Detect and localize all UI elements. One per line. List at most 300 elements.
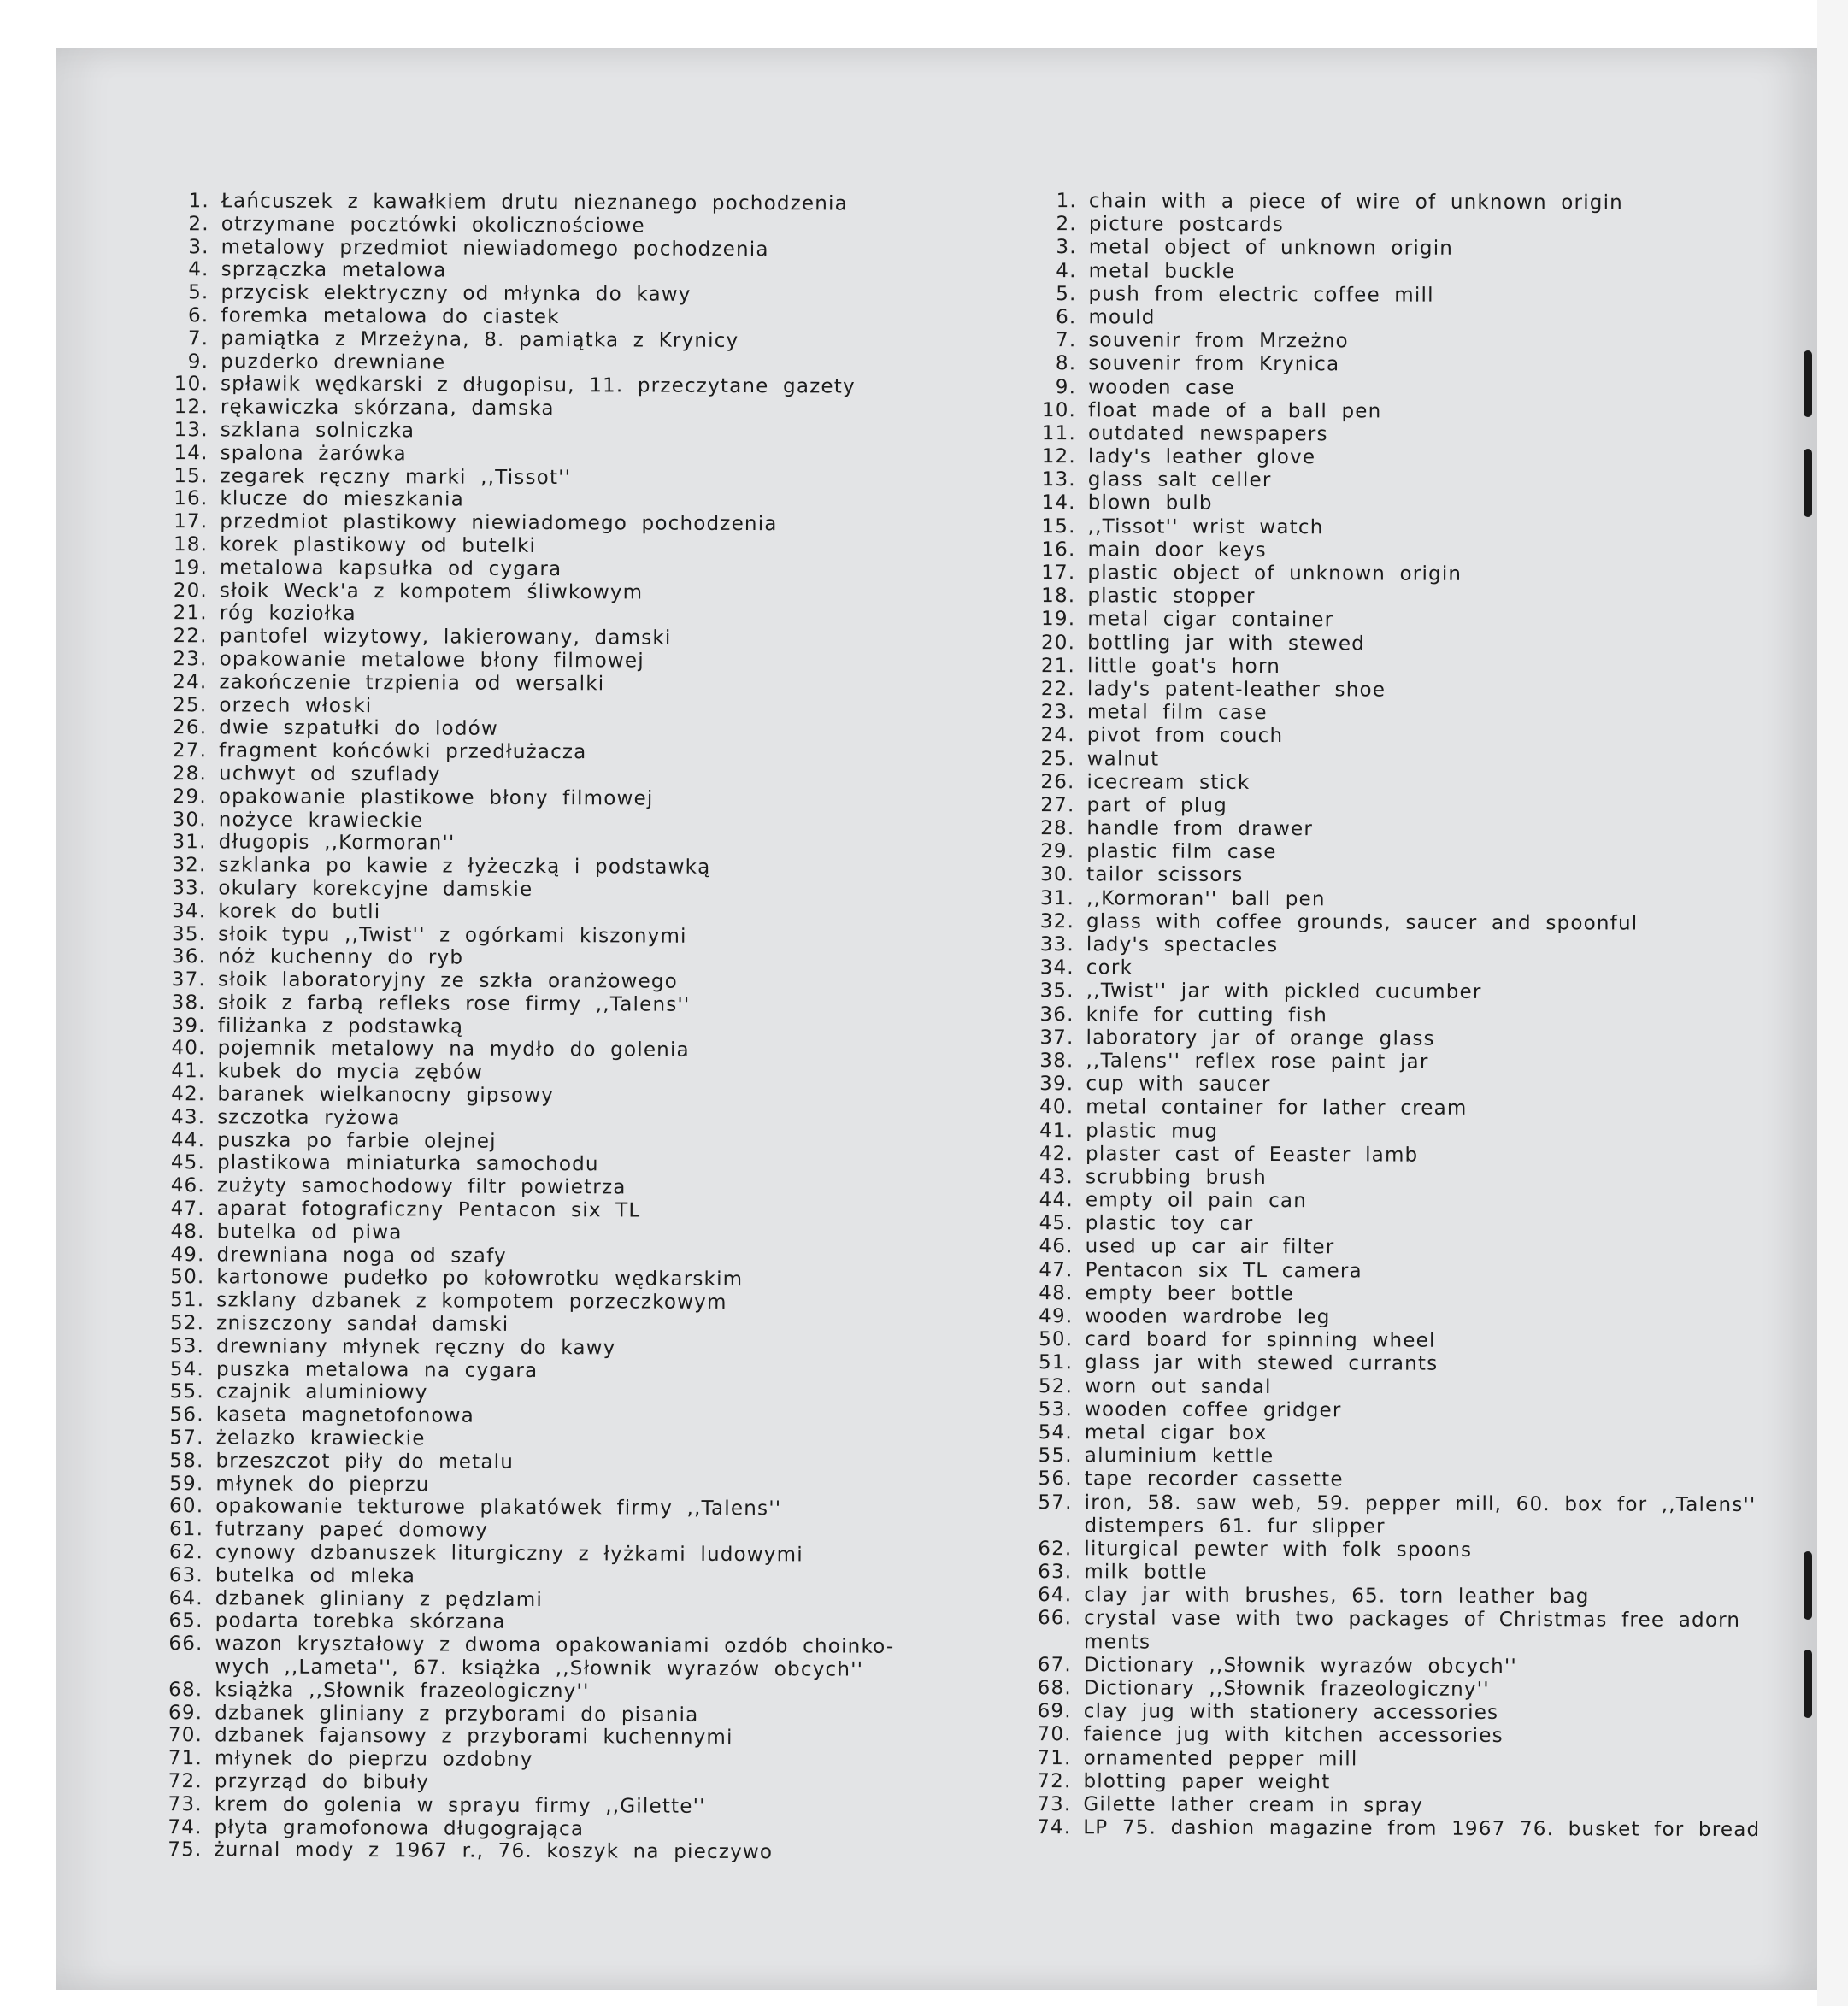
list-item [148,648,934,674]
item-number: 73. [168,1792,203,1816]
list-item [1017,236,1786,262]
item-number: 57. [169,1427,204,1450]
item-number: 25. [173,693,208,716]
list-item [1015,771,1785,797]
item-number: 69. [168,1701,203,1724]
item-text: dzbanek fajansowy z przyborami kuchennymi [215,1724,733,1750]
item-text: lady's patent-leather shoe [1086,678,1386,702]
list-item [1012,1700,1781,1726]
item-text: słoik z farbą refleks rose firmy ,,Talens'' [217,991,691,1016]
item-number: 44. [170,1128,206,1151]
list-item [148,533,934,560]
item-number: 32. [1039,909,1075,933]
item-number: 44. [1039,1189,1074,1212]
item-text: walnut [1086,747,1160,771]
list-item [145,1106,932,1132]
item-text: handle from drawer [1086,817,1314,841]
item-text: fragment końcówki przedłużacza [219,739,587,764]
item-text: knife for cutting fish [1086,1003,1328,1027]
item-text: długopis ,,Kormoran'' [218,831,456,855]
list-item [1015,678,1785,703]
item-number: 64. [1038,1584,1073,1607]
item-text: płyta gramofonowa długogrająca [214,1815,585,1840]
item-text: przyrząd do bibuły [214,1770,430,1794]
item-text: młynek do pieprzu ozdobny [214,1747,533,1772]
list-item [1014,1235,1783,1261]
list-item [1014,1027,1783,1052]
item-text: souvenir from Mrzeżno [1088,329,1349,353]
list-item [144,1266,931,1292]
list-item [149,304,935,331]
item-number: 54. [1038,1421,1073,1444]
list-item [1012,1654,1781,1680]
list-item [147,739,933,766]
item-text: faience jug with kitchen accessories [1083,1723,1504,1748]
item-number: 23. [173,648,208,671]
list-item [1012,1538,1781,1563]
item-number: 62. [168,1541,204,1564]
item-number: 23. [1040,701,1075,724]
list-item [147,762,933,789]
item-number: 37. [171,968,207,991]
list-item [144,1312,931,1338]
list-item [143,1702,929,1728]
item-number: 51. [1038,1351,1074,1374]
list-item [1016,422,1786,448]
list-item [1012,1677,1781,1703]
list-item [1015,933,1784,959]
item-text: part of plug [1086,794,1228,817]
item-text: ,,Tissot'' wrist watch [1087,515,1324,538]
item-number: 45. [1039,1212,1074,1235]
list-item [144,1518,930,1544]
item-text: dzbanek gliniany z pędzlami [215,1586,544,1611]
list-item [1016,399,1786,425]
item-number: 41. [171,1060,206,1083]
list-item [1015,910,1784,936]
item-text: float made of a ball pen [1088,398,1382,423]
item-number: 53. [169,1334,205,1358]
list-item [144,1632,930,1659]
item-number: 52. [1038,1374,1074,1397]
item-text: rękawiczka skórzana, damska [220,396,555,421]
item-text: scrubbing brush [1085,1166,1267,1189]
english-item-list [1011,190,1786,1842]
item-number: 15. [1041,515,1076,538]
item-text: wazon kryształowy z dwoma opakowaniami ozdób choinko- [215,1632,895,1659]
list-item [145,1221,932,1247]
list-item [150,213,936,239]
list-item [1011,1770,1780,1796]
item-number: 21. [173,602,208,625]
item-text: dzbanek gliniany z przyborami do pisania [215,1701,699,1727]
list-item [143,1656,929,1682]
item-text: szklany dzbanek z kompotem porzeczkowym [216,1289,727,1315]
list-item [1016,352,1786,378]
item-number: 2. [188,212,209,236]
item-text: orzech włoski [219,693,373,717]
item-number: 66. [1037,1607,1073,1630]
item-text: słoik Weck'a z kompotem śliwkowym [219,579,644,604]
item-number: 59. [169,1472,204,1495]
list-item [1017,190,1786,215]
item-number: 20. [1040,631,1076,654]
item-text: metal object of unknown origin [1088,236,1454,261]
item-text: nożyce krawieckie [218,808,424,832]
list-item [144,1450,930,1476]
item-number: 73. [1037,1793,1072,1816]
list-item [1015,794,1784,820]
item-text: wooden case [1088,375,1235,399]
item-number: 61. [168,1518,204,1541]
item-text: brzeszczot piły do metalu [215,1450,515,1474]
item-number: 18. [1041,585,1076,608]
item-number: 18. [173,533,209,556]
item-number: 68. [1037,1677,1072,1700]
item-number: 9. [1055,375,1077,398]
item-number: 51. [170,1289,205,1312]
staple-hole [1804,350,1812,417]
item-number: 38. [1039,1050,1074,1073]
item-number: 63. [1038,1561,1073,1584]
item-text: spławik wędkarski z długopisu, 11. przeczytane gazety [220,373,856,398]
item-text: blotting paper weight [1083,1770,1331,1794]
item-number: 21. [1040,654,1076,677]
item-number: 1. [188,190,209,213]
item-number: 60. [169,1495,204,1518]
list-item [1015,863,1784,889]
item-text: metal container for lather cream [1086,1096,1468,1121]
list-item [144,1473,930,1499]
item-number: 67. [1037,1653,1073,1677]
item-text: plastic mug [1086,1119,1219,1143]
item-number: 12. [1041,445,1076,468]
list-item [1016,375,1786,401]
item-text: ,,Twist'' jar with pickled cucumber [1086,979,1482,1004]
item-number: 6. [187,304,209,327]
item-text: glass jar with stewed currants [1085,1351,1439,1376]
item-text: filiżanka z podstawką [217,1015,464,1038]
list-item [1016,515,1786,541]
list-item [144,1541,930,1568]
item-text: LP 75. dashion magazine from 1967 76. busket for bread [1083,1816,1761,1842]
item-text: butelka od mleka [215,1564,416,1588]
item-text: słoik typu ,,Twist'' z ogórkami kiszonymi [218,922,687,948]
item-text: wooden wardrobe leg [1085,1305,1331,1329]
item-number: 28. [1040,817,1075,840]
item-text: puzderko drewniane [221,350,446,374]
list-item [1015,1003,1784,1029]
list-item [1017,283,1786,309]
item-number: 22. [1040,678,1076,701]
list-item [146,854,933,880]
item-text: mould [1088,306,1156,329]
list-item [1015,608,1785,633]
item-number: 26. [1040,770,1075,793]
item-number: 12. [174,396,209,419]
item-number: 25. [1040,747,1075,770]
list-item [1016,491,1786,517]
list-item [144,1403,931,1430]
item-text: puszka po farbie olejnej [217,1129,497,1153]
item-text: Łańcuszek z kawałkiem drutu nieznanego pochodzenia [221,190,849,215]
list-item [146,922,933,949]
item-text: pamiątka z Mrzeżyna, 8. pamiątka z Krynicy [221,327,739,352]
list-item [1013,1491,1782,1516]
item-text: uchwyt od szuflady [218,762,441,786]
item-text: empty beer bottle [1085,1282,1294,1305]
item-text: plastic stopper [1087,585,1256,609]
item-text: drewniany młynek ręczny do kawy [216,1335,616,1360]
item-text: clay jug with stationery accessories [1083,1700,1499,1725]
item-text: laboratory jar of orange glass [1086,1027,1435,1050]
item-number: 16. [174,487,209,510]
item-text: cup with saucer [1086,1073,1271,1097]
item-number: 42. [171,1083,206,1106]
list-item [146,968,933,995]
item-text: distempers 61. fur slipper [1084,1514,1386,1538]
list-item [146,991,933,1018]
item-text: zużyty samochodowy filtr powietrza [216,1174,627,1199]
item-text: zniszczony sandał damski [216,1312,509,1336]
item-number: 50. [170,1266,205,1289]
item-text: foremka metalowa do ciastek [221,304,560,329]
list-item [147,671,933,697]
item-number: 31. [1039,886,1075,909]
item-number: 46. [1039,1235,1074,1258]
item-number: 45. [170,1151,206,1174]
item-number: 3. [188,235,209,258]
list-item [1015,817,1784,843]
item-number: 28. [172,762,208,785]
list-item [1013,1351,1782,1377]
item-number: 29. [1040,840,1075,863]
item-number: 17. [174,510,209,533]
list-item [1012,1584,1781,1609]
item-number: 36. [1039,1003,1074,1026]
list-item [1014,1050,1783,1075]
item-text: pojemnik metalowy na mydło do golenia [217,1037,690,1062]
item-number: 19. [173,556,209,579]
item-text: plastic film case [1086,840,1277,864]
list-item [1015,701,1785,727]
list-item [146,1037,933,1063]
item-text: bottling jar with stewed [1087,631,1366,655]
item-number: 27. [1040,793,1075,817]
item-number: 9. [187,350,209,373]
list-item [150,236,936,262]
item-text: zegarek ręczny marki ,,Tissot'' [220,464,572,489]
list-item [145,1244,932,1270]
list-item [143,1679,929,1705]
item-number: 36. [171,945,207,968]
list-item [1013,1398,1782,1424]
list-item [143,1793,929,1820]
list-item [147,716,933,743]
item-text: drewniana noga od szafy [216,1244,507,1268]
item-number: 30. [172,808,207,831]
list-item [146,1015,933,1041]
item-text: used up car air filter [1085,1235,1335,1259]
item-number: 74. [1037,1816,1072,1839]
item-text: nóż kuchenny do ryb [218,945,464,969]
item-number: 64. [168,1586,203,1609]
list-item [147,809,933,835]
item-text: baranek wielkanocny gipsowy [217,1083,555,1108]
item-number: 14. [1041,491,1076,515]
list-item [1015,724,1785,750]
list-item [144,1495,930,1521]
list-item [1013,1282,1782,1308]
list-item [1014,1259,1783,1285]
item-number: 1. [1056,190,1077,213]
item-text: ,,Kormoran'' ball pen [1086,886,1326,910]
item-text: chain with a piece of wire of unknown origin [1088,190,1624,215]
list-item [142,1838,928,1865]
item-text: szklanka po kawie z łyżeczką i podstawką [218,854,711,879]
item-number: 37. [1039,1026,1074,1049]
list-item [144,1564,930,1591]
item-text: krem do golenia w sprayu firmy ,,Gilette'' [214,1793,706,1818]
list-item [1011,1816,1780,1842]
list-item [1011,1793,1780,1819]
item-text: przedmiot plastikowy niewiadomego pochodzenia [220,510,778,536]
list-item [1012,1631,1781,1656]
item-text: icecream stick [1086,770,1251,794]
list-item [1016,306,1786,332]
item-number: 43. [1039,1165,1074,1189]
list-item [1014,1119,1783,1144]
item-text: pivot from couch [1086,724,1284,748]
item-number: 75. [168,1838,203,1862]
item-number: 56. [1038,1468,1073,1491]
list-item [144,1587,930,1614]
item-number: 30. [1039,863,1075,886]
list-item [1017,260,1786,285]
item-text: róg koziołka [219,602,356,626]
list-item [148,487,934,514]
list-item [145,1151,932,1178]
list-item [1013,1421,1782,1447]
item-number: 42. [1039,1142,1074,1165]
item-number: 62. [1038,1537,1073,1561]
item-number: 5. [188,281,209,304]
item-text: milk bottle [1084,1561,1208,1584]
list-item [1015,979,1784,1005]
item-text: korek do butli [218,900,381,923]
item-number: 63. [168,1563,203,1587]
item-number: 50. [1039,1328,1074,1351]
list-item [149,281,935,308]
list-item [1014,1189,1783,1215]
list-item [143,1816,929,1843]
item-number: 55. [169,1380,204,1403]
item-text: butelka od piwa [216,1221,403,1244]
item-text: ,,Talens'' reflex rose paint jar [1086,1050,1429,1074]
item-number: 74. [168,1815,203,1838]
list-item [143,1724,929,1750]
list-item [145,1060,932,1086]
item-text: korek plastikowy od butelki [220,533,537,557]
item-text: żelazko krawieckie [215,1427,426,1450]
item-text: futrzany papeć domowy [215,1518,489,1542]
item-text: wych ,,Lameta'', 67. książka ,,Słownik wyrazów obcych'' [215,1656,864,1681]
item-text: worn out sandal [1085,1374,1272,1398]
item-text: wooden coffee gridger [1084,1398,1342,1422]
item-text: podarta torebka skórzana [215,1609,506,1634]
list-item [148,625,934,651]
staple-hole [1804,449,1812,517]
item-text: przycisk elektryczny od młynka do kawy [221,281,692,306]
list-item [1016,445,1786,471]
item-number: 39. [171,1014,206,1037]
item-number: 33. [1039,933,1074,956]
item-text: cork [1086,956,1133,979]
list-item [1015,562,1785,587]
item-number: 66. [168,1632,203,1656]
item-number: 70. [1037,1723,1072,1746]
item-text: cynowy dzbanuszek liturgiczny z łyżkami ludowymi [215,1541,803,1567]
item-text: plastic toy car [1085,1212,1254,1236]
item-number: 32. [172,854,207,877]
item-number: 54. [169,1357,205,1380]
item-number: 22. [173,625,208,648]
item-number: 71. [1037,1746,1072,1769]
item-number: 13. [174,419,209,442]
item-text: młynek do pieprzu [215,1472,430,1497]
list-item [1015,840,1784,866]
list-item [1016,329,1786,355]
item-text: Dictionary ,,Słownik wyrazów obcych'' [1083,1654,1517,1678]
item-text: card board for spinning wheel [1085,1328,1436,1352]
item-number: 20. [173,579,209,602]
item-text: dwie szpatułki do lodów [219,716,499,741]
item-number: 24. [173,670,208,694]
list-item [1014,1143,1783,1168]
list-item [148,579,934,606]
item-text: plaster cast of Eeaster lamb [1086,1142,1419,1167]
item-text: Pentacon six TL camera [1085,1258,1362,1283]
item-number: 4. [188,258,209,281]
item-text: opakowanie plastikowe błony filmowej [218,785,654,810]
list-item [148,510,934,537]
item-number: 55. [1038,1444,1073,1468]
item-text: souvenir from Krynica [1088,352,1340,376]
item-text: spalona żarówka [220,442,407,466]
item-number: 31. [172,831,207,854]
item-number: 11. [1041,421,1077,445]
item-text: crystal vase with two packages of Christmas free adorn [1084,1607,1741,1632]
list-item [1015,632,1785,657]
item-number: 40. [171,1037,206,1060]
list-item [1014,1073,1783,1098]
list-item [149,396,935,422]
list-item [1015,887,1784,913]
item-number: 26. [173,716,208,739]
item-text: otrzymane pocztówki okolicznościowe [221,213,645,238]
list-item [1013,1444,1782,1470]
list-item [144,1358,931,1385]
item-number: 52. [169,1312,205,1335]
item-text: little goat's horn [1087,655,1281,678]
list-item [1016,468,1786,494]
item-text: szklana solniczka [220,419,415,443]
list-item [1017,213,1786,238]
list-item [1015,655,1785,680]
list-item [144,1609,930,1636]
item-text: książka ,,Słownik frazeologiczny'' [215,1679,590,1703]
item-number: 57. [1038,1491,1073,1514]
